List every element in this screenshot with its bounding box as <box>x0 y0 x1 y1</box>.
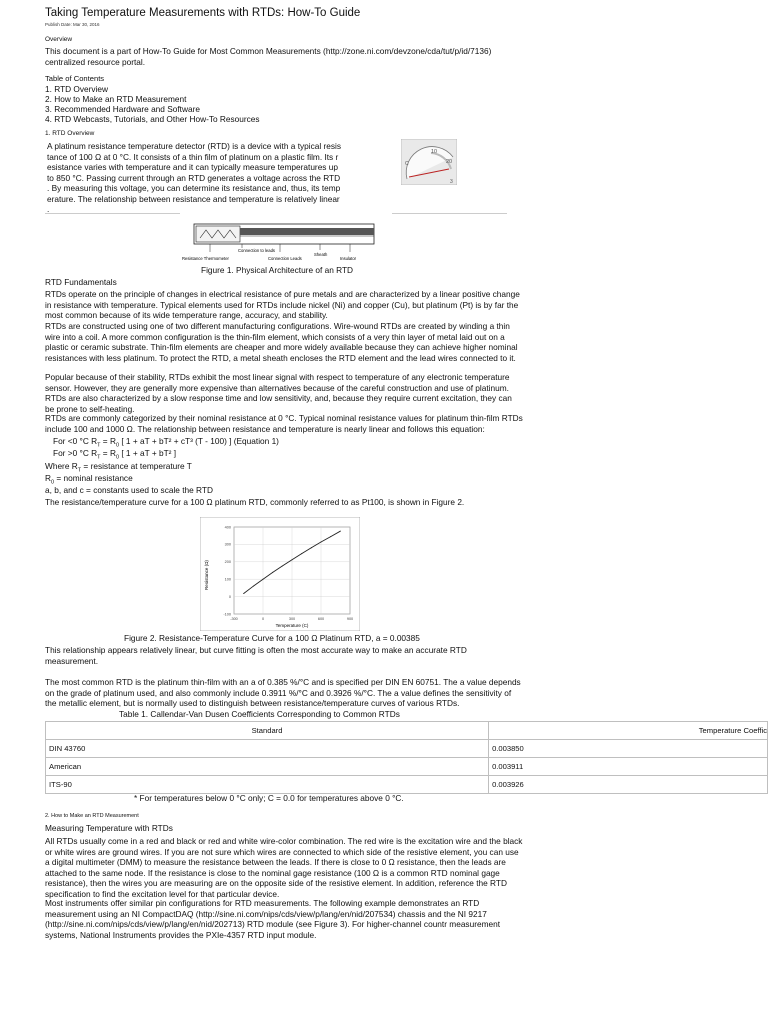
table-header: Standard <box>46 722 489 740</box>
toc-item[interactable]: 2. How to Make an RTD Measurement <box>45 94 187 104</box>
equation-2: For >0 °C $R_T = R_0$ [ 1 + aT + bT² ] <box>53 448 177 461</box>
figure1-caption: Figure 1. Physical Architecture of an RTD <box>201 265 354 275</box>
where-rt: Where $R_T$ = resistance at temperature T <box>45 461 192 474</box>
figure1-rtd-diagram <box>180 220 380 264</box>
table-of-contents <box>45 84 260 124</box>
figure1-label: Insulator <box>340 256 357 261</box>
intro-line: A platinum resistance temperature detector (RTD) is a device with a typical resis <box>47 141 342 151</box>
section2-p2: Most instruments offer similar pin configurations for RTD measurements. The following example demonstrates an RTD measurement using an NI CompactDAQ (http://sine.ni.com/nips/cds/view/p/lang/en/nid/207534) chassis and the NI 9217 (http://sine.ni.com/nips/cds/view/p/lang/en/nid/202713) RTD module (see Figure 3). For higher-channel countr measurement systems, National Instruments provides the PXIe-4357 RTD input module. <box>45 898 501 940</box>
intro-line: tance of 100 Ω at 0 °C. It consists of a thin film of platinum on a plastic film. Its r <box>47 151 339 162</box>
data-point <box>301 553 302 554</box>
divider <box>45 213 180 214</box>
y-axis-label: Resistance (Ω) <box>204 560 209 590</box>
table-cell: ITS-90 <box>46 776 489 794</box>
figure2-chart <box>200 517 360 631</box>
y-tick-label: 200 <box>224 560 231 565</box>
table-cell: 0.003926 <box>489 776 768 794</box>
y-tick-label: 0 <box>228 594 231 599</box>
intro-line: erature. The relationship between resistance and temperature is relatively linear <box>47 193 340 204</box>
figure2-caption: Figure 2. Resistance-Temperature Curve for a 100 Ω Platinum RTD, a = 0.00385 <box>124 633 420 643</box>
data-point <box>282 565 283 566</box>
x-tick-label: 0 <box>261 617 265 621</box>
gauge-label: 3 <box>450 179 453 185</box>
toc-heading: Table of Contents <box>45 74 105 83</box>
intro-line: esistance varies with temperature and it can typically measure temperatures up <box>47 162 338 172</box>
y-tick-label: -100 <box>223 612 231 617</box>
data-point <box>311 547 312 548</box>
x-tick-label: 600 <box>317 617 325 621</box>
table-row <box>46 776 768 794</box>
table-cell: 0.003911 <box>489 758 768 776</box>
table-cell: DIN 43760 <box>46 740 489 758</box>
publish-date: Publish Date: Mar 30, 2016 <box>45 22 100 27</box>
section2-subheading: Measuring Temperature with RTDs <box>45 823 173 833</box>
intro-line: . By measuring this voltage, you can determine its resistance and, thus, its temp <box>47 183 341 193</box>
figure1-label: Connection to leads <box>238 248 276 253</box>
divider <box>392 213 507 214</box>
overview-text: This document is a part of How-To Guide for Most Common Measurements (http://zone.ni.com/devzone/cda/tut/p/id/7136) centralized resource portal. <box>45 46 492 67</box>
table-cell: American <box>46 758 489 776</box>
figure1-label: Connection Leads <box>268 256 302 261</box>
gauge-label: 20 <box>446 159 453 165</box>
table-header-row <box>46 722 768 740</box>
overview-heading: Overview <box>45 36 73 43</box>
gauge-image <box>401 139 457 185</box>
curve-intro: The resistance/temperature curve for a 100 Ω platinum RTD, commonly referred to as Pt100, is shown in Figure 2. <box>45 497 465 507</box>
table-cell: 0.003850 <box>489 740 768 758</box>
table-note: * For temperatures below 0 °C only; C = 0.0 for temperatures above 0 °C. <box>134 793 404 803</box>
toc-item[interactable]: 4. RTD Webcasts, Tutorials, and Other How-To Resources <box>45 114 260 124</box>
section2-heading: 2. How to Make an RTD Measurement <box>45 813 139 819</box>
figure1-label: Sheath <box>314 252 328 257</box>
fundamentals-p1: RTDs operate on the principle of changes in electrical resistance of pure metals and are characterized by a linear positive change in resistance with temperature. Typical elements used for RTDs include nickel (Ni) and copper (Cu), but platinum (Pt) is by far the most common because of its wide temperature range, accuracy, and stability. <box>45 289 520 321</box>
data-point <box>263 579 264 580</box>
y-tick-label: 300 <box>224 542 231 547</box>
common-rtd-paragraph: The most common RTD is the platinum thin-film with an a of 0.385 %/°C and is specified per DIN EN 60751. The a value depends on the grade of platinum used, and also commonly include 0.3911 %/°C and 0.3926 %/°C. The a value defines the sensitivity of the metallic element, but is normally used to distinguish between resistance/temperature curves of various RTDs. <box>45 677 521 709</box>
document-title: Taking Temperature Measurements with RTDs: How-To Guide <box>45 7 361 19</box>
x-axis-label: Temperature (C) <box>275 623 309 628</box>
after-figure2: This relationship appears relatively linear, but curve fitting is often the most accurate way to make an accurate RTD measurement. <box>45 645 467 666</box>
gauge-label: 10 <box>431 149 438 155</box>
fundamentals-p2: RTDs are constructed using one of two different manufacturing configurations. Wire-wound RTDs are created by winding a thin wire into a coil. A more common configuration is the thin-film element, which consists of a very thin layer of metal laid out on a plastic or ceramic substrate. Thin-film elements are cheaper and more widely available because they can achieve higher nominal resistances with less platinum. To protect the RTD, a metal sheath encloses the RTD element and the lead wires connected to it. <box>45 321 518 363</box>
toc-item[interactable]: 3. Recommended Hardware and Software <box>45 104 200 114</box>
data-point <box>253 586 254 587</box>
x-tick-label: 900 <box>346 617 354 621</box>
fundamentals-heading: RTD Fundamentals <box>45 277 117 287</box>
intro-line: . <box>47 204 50 214</box>
table1-caption: Table 1. Callendar-Van Dusen Coefficients Corresponding to Common RTDs <box>119 709 400 719</box>
data-point <box>330 536 331 537</box>
table-row <box>46 740 768 758</box>
data-point <box>321 541 322 542</box>
gauge-label: C <box>405 161 409 167</box>
y-tick-label: 400 <box>224 525 231 530</box>
where-constants: a, b, and c = constants used to scale the RTD <box>45 485 213 495</box>
cvd-table <box>45 721 768 794</box>
toc-item[interactable]: 1. RTD Overview <box>45 84 109 94</box>
equation-1: For <0 °C $R_T = R_0$ [ 1 + aT + bT² + cT³ (T - 100) ] (Equation 1) <box>53 436 279 449</box>
fundamentals-p4: RTDs are commonly categorized by their nominal resistance at 0 °C. Typical nominal resistance values for platinum thin-film RTDs include 100 and 1000 Ω. The relationship between resistance and temperature is nearly linear and follows this equation: <box>45 413 523 434</box>
data-point <box>340 531 341 532</box>
section2-p1: All RTDs usually come in a red and black or red and white wire-color combination. The red wire is the excitation wire and the black or white wires are ground wires. If you are not sure which wires are connected to which side of the resistive element, you can use a digital multimeter (DMM) to measure the resistance between the leads. If there is close to 0 Ω resistance, then the leads are attached to the same node. If the resistance is close to the nominal gage resistance (100 Ω is a common RTD nominal gage resistance), then the wires you are measuring are on the opposite side of the resistive element. In addition, reference the RTD specification to find the excitation level for that particular device. <box>45 836 523 899</box>
intro-line: to 850 °C. Passing current through an RTD generates a voltage across the RTD <box>47 172 341 183</box>
x-tick-label: -300 <box>230 617 238 621</box>
x-tick-label: 300 <box>288 617 296 621</box>
data-point <box>292 559 293 560</box>
y-tick-label: 100 <box>224 577 231 582</box>
table-row <box>46 758 768 776</box>
table-header: Temperature Coeffic <box>489 722 768 740</box>
data-point <box>272 572 273 573</box>
data-point <box>243 593 244 594</box>
rtd-intro <box>47 141 341 215</box>
where-r0: $R_0$ = nominal resistance <box>45 473 133 486</box>
section1-heading: 1. RTD Overview <box>45 130 95 137</box>
figure1-label: Resistance Thermometer <box>182 256 229 261</box>
fundamentals-p3: Popular because of their stability, RTDs exhibit the most linear signal with respect to temperature of any electronic temperature sensor. However, they are generally more expensive than alternatives because of the careful construction and use of platinum. RTDs are also characterized by a slow response time and low sensitivity, and, because they require current excitation, they can be prone to self-heating. <box>45 372 512 414</box>
